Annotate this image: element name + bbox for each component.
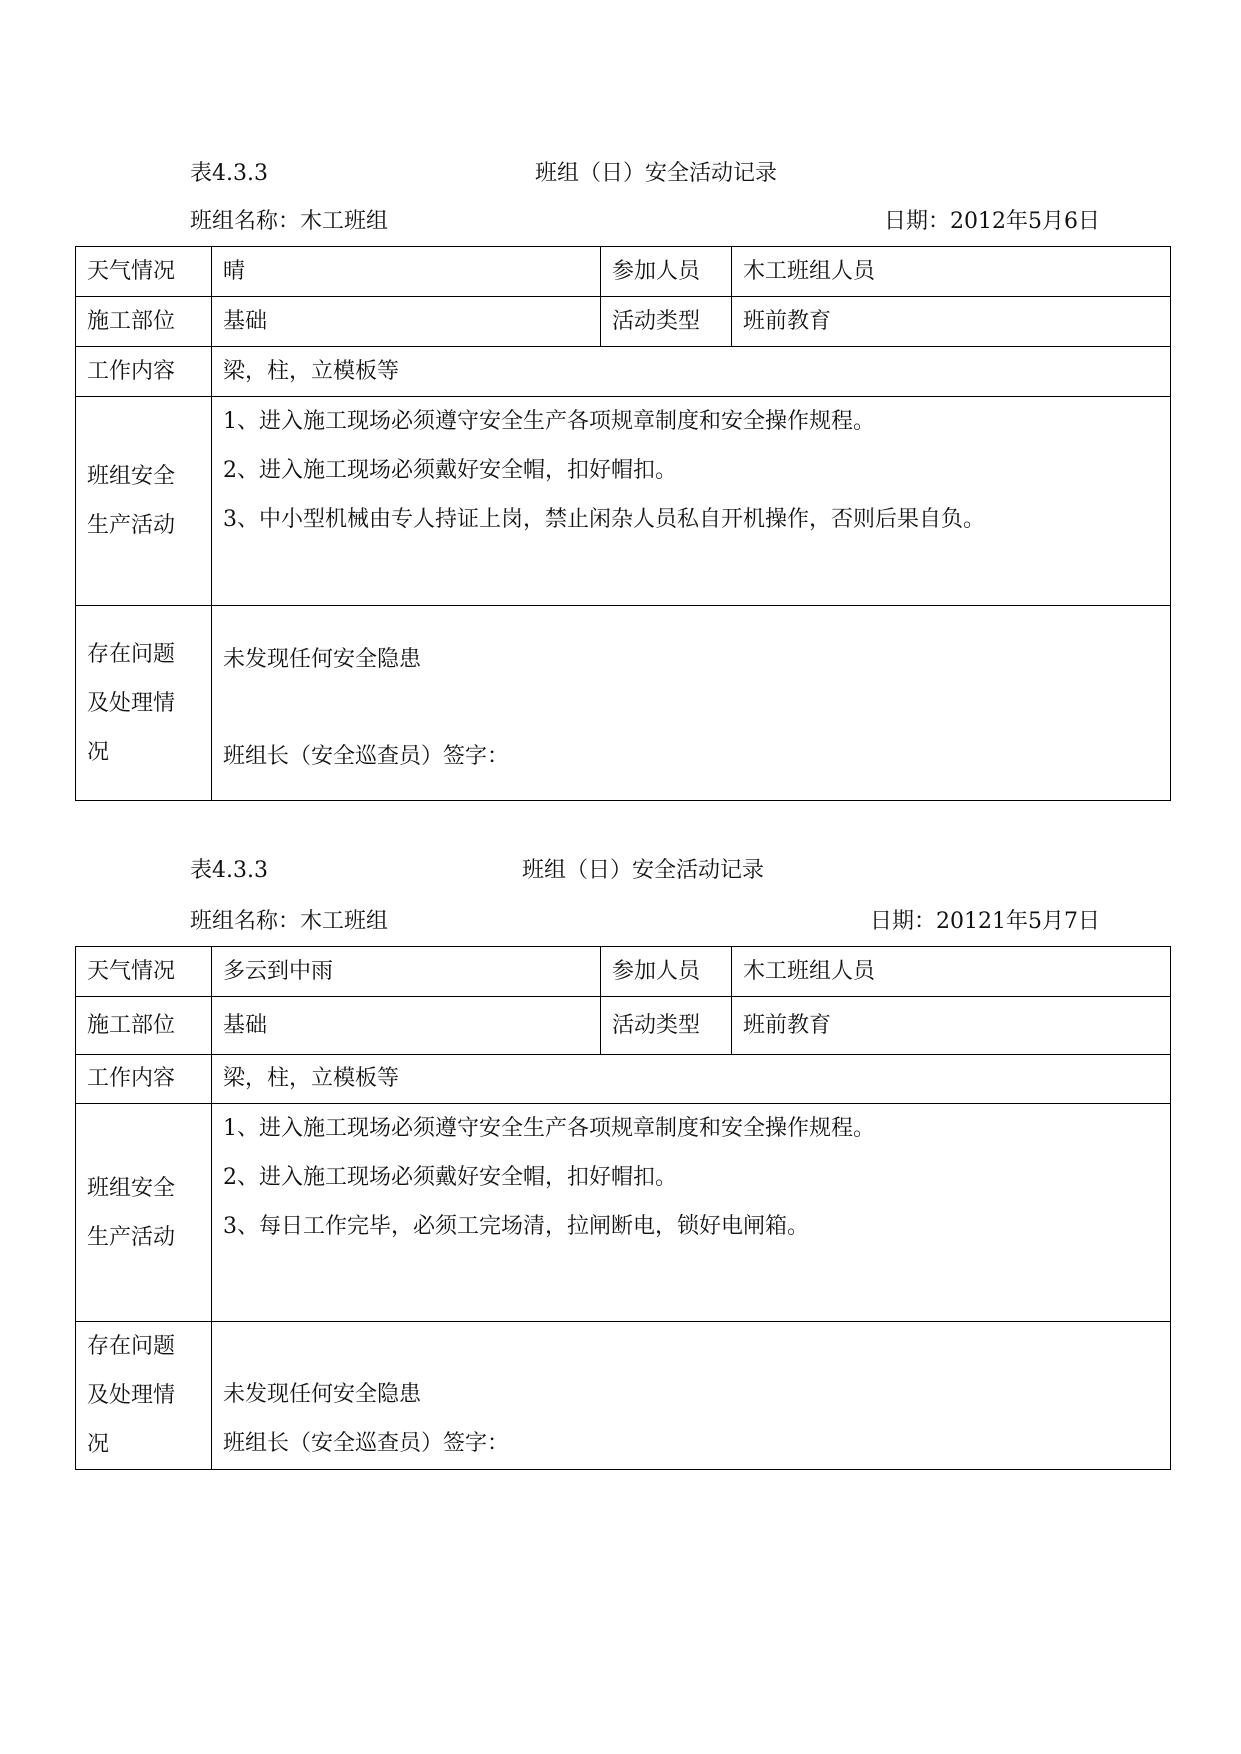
location-value: 基础 [212,297,601,347]
table-row [76,606,1171,801]
record-title: 班组（日）安全活动记录 [535,161,778,186]
work-value: 梁，柱，立模板等 [212,1055,1171,1104]
safety-items [212,1104,1171,1322]
signature-line: 班组长（安全巡查员）签字： [223,1431,510,1456]
table-number: 表4.3.3 [190,161,268,186]
participants-label: 参加人员 [601,947,732,997]
safety-label: 班组安全 生产活动 [76,1104,212,1322]
weather-label: 天气情况 [76,247,212,297]
record-table [75,246,1171,801]
issues-label: 存在问题 及处理情 况 [76,606,212,801]
table-row [76,247,1171,297]
work-label: 工作内容 [76,347,212,397]
work-value: 梁，柱，立模板等 [212,347,1171,397]
safety-items [212,397,1171,606]
activity-type-label: 活动类型 [601,297,732,347]
record-table [75,946,1171,1470]
location-label: 施工部位 [76,997,212,1055]
activity-type-label: 活动类型 [601,997,732,1055]
record-title: 班组（日）安全活动记录 [522,858,765,883]
work-label: 工作内容 [76,1055,212,1104]
table-row [76,1322,1171,1470]
table-row [76,1104,1171,1322]
weather-value: 多云到中雨 [212,947,601,997]
table-row [76,1055,1171,1104]
issues-cell [212,606,1171,801]
weather-value: 晴 [212,247,601,297]
team-date-line [190,907,1100,937]
record-date: 日期：20121年5月7日 [870,909,1100,934]
table-row [76,997,1171,1055]
list-item: 3、中小型机械由专人持证上岗，禁止闲杂人员私自开机操作，否则后果自负。 [223,507,985,532]
list-item: 2、进入施工现场必须戴好安全帽，扣好帽扣。 [223,458,677,483]
list-item: 3、每日工作完毕，必须工完场清，拉闸断电，锁好电闸箱。 [223,1214,809,1239]
activity-type-value: 班前教育 [732,997,1171,1055]
table-row [76,947,1171,997]
issues-value: 未发现任何安全隐患 [223,1382,422,1407]
location-value: 基础 [212,997,601,1055]
table-number: 表4.3.3 [190,858,268,883]
table-row [76,397,1171,606]
team-name: 班组名称：木工班组 [190,909,389,934]
team-name: 班组名称：木工班组 [190,209,389,234]
issues-cell [212,1322,1171,1470]
issues-label: 存在问题 及处理情 况 [76,1322,212,1470]
team-date-line [190,207,1100,237]
participants-value: 木工班组人员 [732,247,1171,297]
record-date: 日期：2012年5月6日 [884,209,1100,234]
activity-type-value: 班前教育 [732,297,1171,347]
signature-line: 班组长（安全巡查员）签字： [223,744,510,769]
participants-value: 木工班组人员 [732,947,1171,997]
list-item: 1、进入施工现场必须遵守安全生产各项规章制度和安全操作规程。 [223,409,875,434]
list-item: 2、进入施工现场必须戴好安全帽，扣好帽扣。 [223,1165,677,1190]
weather-label: 天气情况 [76,947,212,997]
list-item: 1、进入施工现场必须遵守安全生产各项规章制度和安全操作规程。 [223,1116,875,1141]
issues-value: 未发现任何安全隐患 [223,647,422,672]
table-row [76,297,1171,347]
participants-label: 参加人员 [601,247,732,297]
table-row [76,347,1171,397]
location-label: 施工部位 [76,297,212,347]
safety-label: 班组安全 生产活动 [76,397,212,606]
